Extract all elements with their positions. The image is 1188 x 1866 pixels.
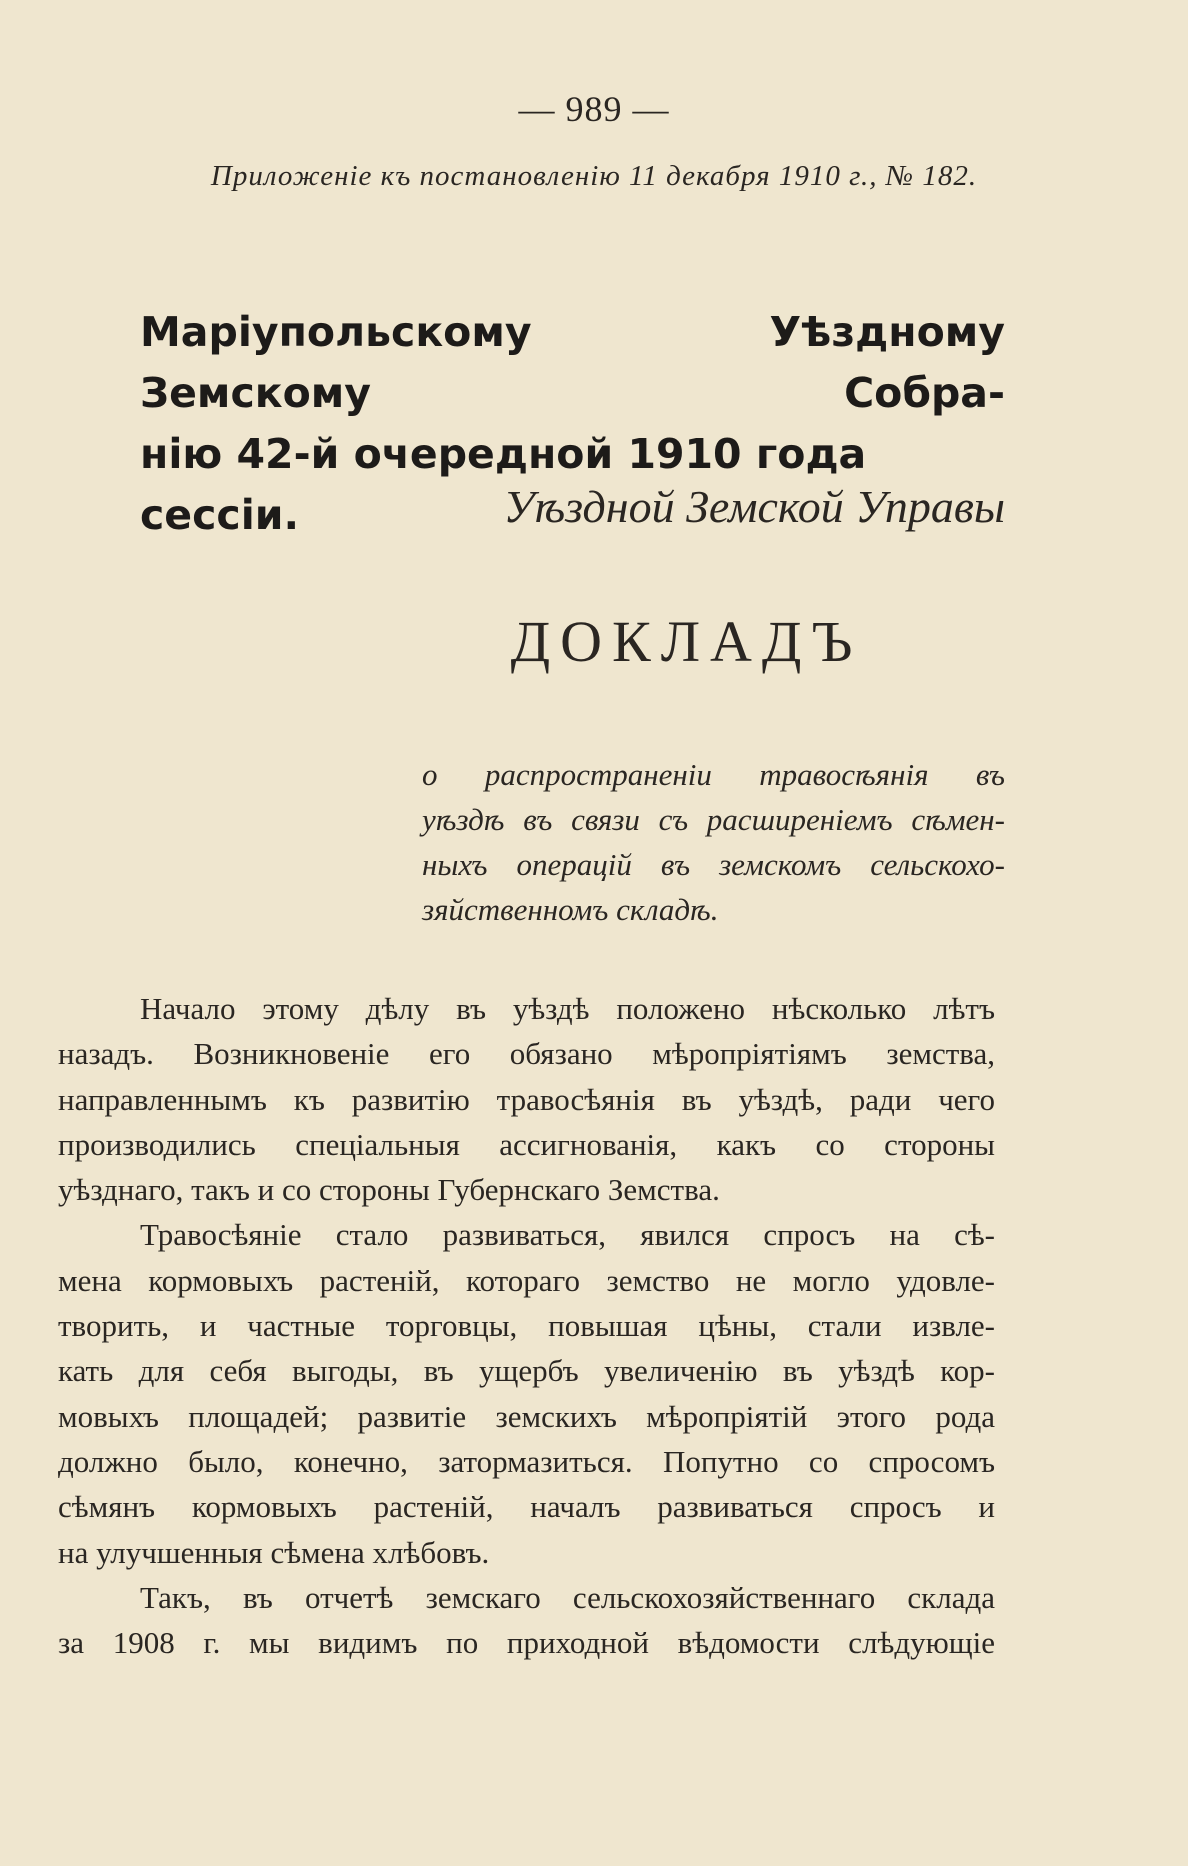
text-line: назадъ. Возникновеніе его обязано мѣропріятіямъ земства, xyxy=(58,1036,995,1072)
subject-line: зяйственномъ складѣ. xyxy=(422,892,719,927)
addressee-line: Маріупольскому Уѣздному Земскому Собра- xyxy=(140,308,1005,417)
report-title: ДОКЛАДЪ xyxy=(510,609,863,674)
text-line: мена кормовыхъ растеній, котораго земство не могло удовле- xyxy=(58,1262,995,1298)
subject-line: ныхъ операцій въ земскомъ сельскохо- xyxy=(422,847,1005,882)
text-line: Травосѣяніе стало развиваться, явился спросъ на сѣ- xyxy=(140,1217,995,1253)
appendix-note: Приложеніе къ постановленію 11 декабря 1910 г., № 182. xyxy=(210,160,978,192)
page-number: — 989 — xyxy=(518,89,670,129)
text-line: направленнымъ къ развитію травосѣянія въ уѣздѣ, ради чего xyxy=(58,1081,995,1117)
paragraph xyxy=(58,1212,995,1574)
subject-line: о распространеніи травосѣянія въ xyxy=(422,757,1005,792)
subject-line: уѣздѣ въ связи съ расширеніемъ сѣмен- xyxy=(422,802,1005,837)
issuer-line: Уѣздной Земской Управы xyxy=(503,481,1005,532)
text-line: за 1908 г. мы видимъ по приходной вѣдомости слѣдующіе xyxy=(58,1625,995,1661)
report-subject xyxy=(422,752,1005,932)
addressee-line: нію 42-й очередной 1910 года сессіи. xyxy=(140,430,867,539)
text-line: уѣзднаго, такъ и со стороны Губернскаго Земства. xyxy=(58,1172,720,1208)
paragraph xyxy=(58,986,995,1212)
body-text xyxy=(58,986,995,1665)
text-line: кать для себя выгоды, въ ущербъ увеличенію въ уѣздѣ кор- xyxy=(58,1353,995,1389)
text-line: Начало этому дѣлу въ уѣздѣ положено нѣсколько лѣтъ xyxy=(140,991,995,1026)
text-line: Такъ, въ отчетѣ земскаго сельскохозяйственнаго склада xyxy=(140,1579,995,1615)
text-line: сѣмянъ кормовыхъ растеній, началъ развиваться спросъ и xyxy=(58,1489,995,1525)
text-line: творить, и частные торговцы, повышая цѣны, стали извле- xyxy=(58,1308,995,1344)
text-line: на улучшенныя сѣмена хлѣбовъ. xyxy=(58,1534,490,1570)
text-line: производились спеціальныя ассигнованія, какъ со стороны xyxy=(58,1126,995,1162)
text-line: мовыхъ площадей; развитіе земскихъ мѣропріятій этого рода xyxy=(58,1398,995,1434)
paragraph xyxy=(58,1575,995,1666)
text-line: должно было, конечно, затормазиться. Попутно со спросомъ xyxy=(58,1443,995,1479)
